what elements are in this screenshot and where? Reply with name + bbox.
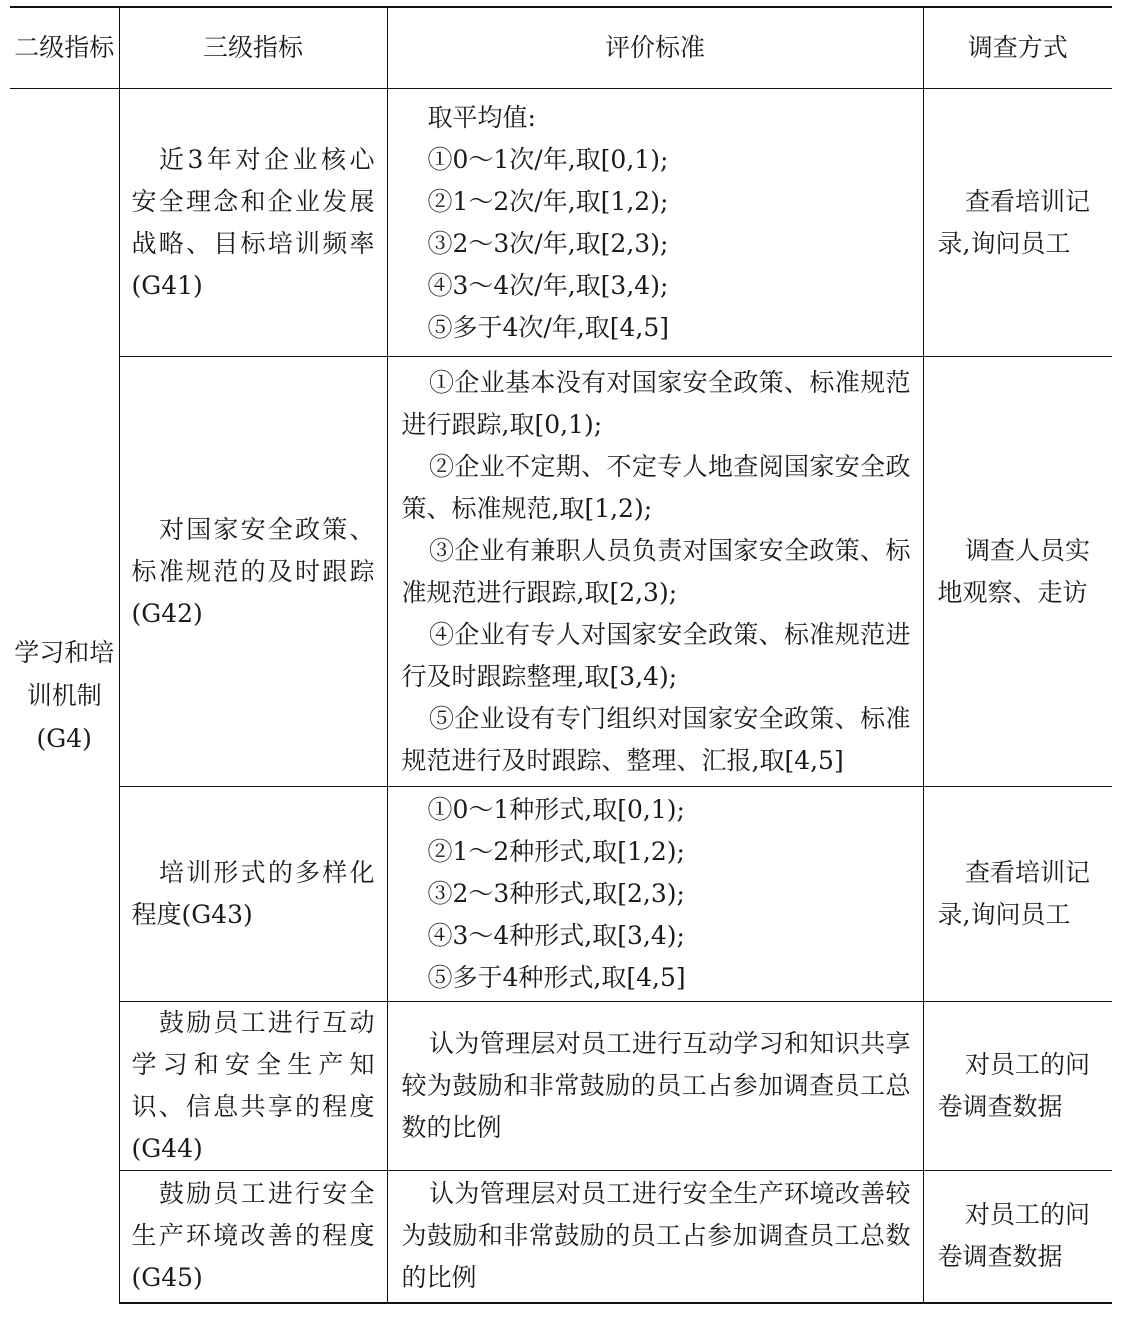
group-label: 学习和培训机制(G4) [10, 89, 119, 1303]
criteria-line: ⑤多于4种形式,取[4,5] [427, 963, 686, 992]
criteria-paragraph: ④企业有专人对国家安全政策、标准规范进行及时跟踪整理,取[3,4); [401, 619, 911, 691]
indicator-cell: 近3年对企业核心安全理念和企业发展战略、目标培训频率(G41) [119, 89, 387, 357]
criteria-cell [387, 89, 923, 357]
criteria-line: ③2～3次/年,取[2,3); [427, 228, 669, 258]
indicator-cell: 鼓励员工进行互动学习和安全生产知识、信息共享的程度(G44) [119, 1002, 387, 1171]
table-row [10, 1171, 1112, 1303]
indicator-cell: 鼓励员工进行安全生产环境改善的程度(G45) [119, 1171, 387, 1303]
criteria-line: ④3～4种形式,取[3,4); [427, 921, 685, 950]
indicator-cell: 对国家安全政策、标准规范的及时跟踪(G42) [119, 357, 387, 787]
criteria-cell: 认为管理层对员工进行互动学习和知识共享较为鼓励和非常鼓励的员工占参加调查员工总数的比例 [387, 1002, 923, 1171]
criteria-cell: 认为管理层对员工进行安全生产环境改善较为鼓励和非常鼓励的员工占参加调查员工总数的比例 [387, 1171, 923, 1303]
method-cell: 查看培训记录,询问员工 [923, 787, 1112, 1002]
table-header-row [10, 7, 1112, 89]
indicator-table [10, 6, 1112, 1304]
method-cell: 查看培训记录,询问员工 [923, 89, 1112, 357]
criteria-line: ⑤多于4次/年,取[4,5] [427, 312, 670, 342]
criteria-paragraph: ①企业基本没有对国家安全政策、标准规范进行跟踪,取[0,1); [401, 367, 911, 439]
method-cell: 调查人员实地观察、走访 [923, 357, 1112, 787]
criteria-paragraph: ③企业有兼职人员负责对国家安全政策、标准规范进行跟踪,取[2,3); [401, 535, 911, 607]
criteria-line: ②1～2次/年,取[1,2); [427, 186, 669, 216]
criteria-line: ④3～4次/年,取[3,4); [427, 270, 669, 300]
criteria-paragraph: ②企业不定期、不定专人地查阅国家安全政策、标准规范,取[1,2); [401, 451, 911, 523]
criteria-cell [387, 787, 923, 1002]
indicator-cell: 培训形式的多样化程度(G43) [119, 787, 387, 1002]
indicator-table-container [10, 6, 1112, 1304]
table-row [10, 357, 1112, 787]
criteria-line: ①0～1种形式,取[0,1); [427, 795, 685, 824]
criteria-line: ①0～1次/年,取[0,1); [427, 144, 669, 174]
criteria-cell [387, 357, 923, 787]
criteria-line: 取平均值: [427, 102, 536, 132]
header-level3: 三级指标 [119, 7, 387, 89]
criteria-line: ②1～2种形式,取[1,2); [427, 837, 685, 866]
criteria-line: ③2～3种形式,取[2,3); [427, 879, 685, 908]
header-criteria: 评价标准 [387, 7, 923, 89]
method-cell: 对员工的问卷调查数据 [923, 1002, 1112, 1171]
header-level2: 二级指标 [10, 7, 119, 89]
header-method: 调查方式 [923, 7, 1112, 89]
table-row [10, 89, 1112, 357]
method-cell: 对员工的问卷调查数据 [923, 1171, 1112, 1303]
criteria-paragraph: ⑤企业设有专门组织对国家安全政策、标准规范进行及时跟踪、整理、汇报,取[4,5] [401, 703, 911, 775]
table-row [10, 1002, 1112, 1171]
table-row [10, 787, 1112, 1002]
